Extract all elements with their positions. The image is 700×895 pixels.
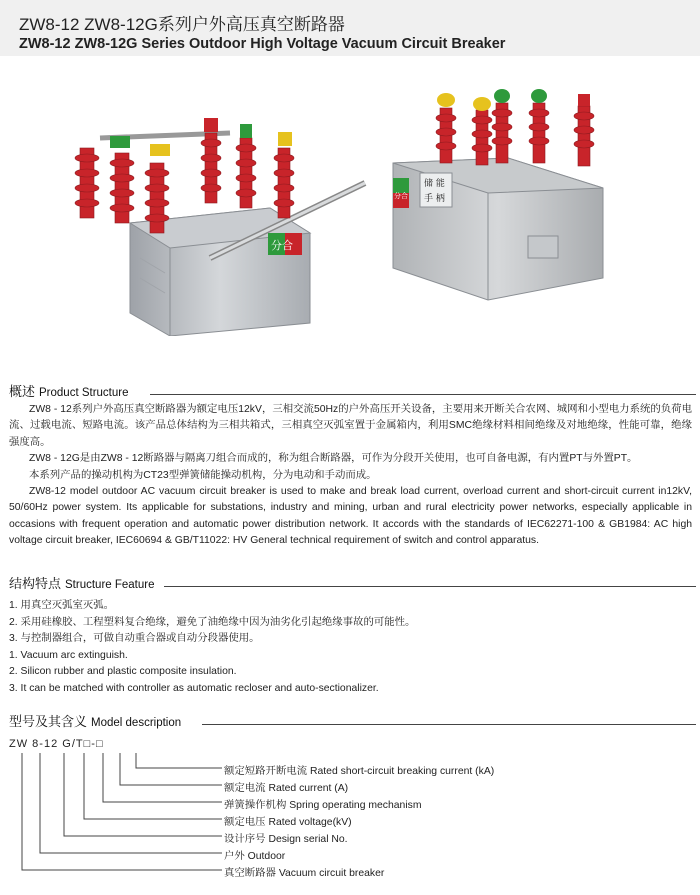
energy-storage-label-2: 手 柄 — [424, 194, 445, 204]
heading-cn: 概述 — [9, 384, 36, 399]
code-dash: - — [91, 738, 96, 750]
desc-rated-current: 额定电流 Rated current (A) — [224, 783, 349, 794]
list-item: 1. 用真空灭弧室灭弧。 — [9, 600, 115, 611]
code-part-t: T — [75, 738, 84, 750]
heading-en: Structure Feature — [65, 579, 155, 591]
heading-cn: 型号及其含义 — [9, 714, 88, 729]
desc-outdoor: 户外 Outdoor — [224, 851, 286, 862]
list-item: 2. Silicon rubber and plastic composite insulation. — [9, 666, 237, 677]
desc-vacuum-breaker: 真空断路器 Vacuum circuit breaker — [224, 868, 385, 879]
code-part-g: G — [62, 738, 72, 750]
right-open-close-label: 分合 — [394, 192, 408, 200]
list-item: 3. 与控制器组合，可做自动重合器或自动分段器使用。 — [9, 633, 260, 644]
code-dash: - — [39, 738, 44, 750]
desc-rated-voltage: 额定电压 Rated voltage(kV) — [224, 817, 352, 828]
list-item: 1. Vacuum arc extinguish. — [9, 649, 128, 661]
code-box-current: □ — [83, 738, 92, 750]
heading-cn: 结构特点 — [9, 576, 62, 591]
desc-design-serial: 设计序号 Design serial No. — [224, 834, 348, 845]
list-item: 3. It can be matched with controller as automatic recloser and auto-sectionalizer. — [9, 682, 379, 694]
code-slash: / — [71, 738, 76, 750]
code-box-breaking: □ — [95, 738, 104, 750]
page-title-en: ZW8-12 ZW8-12G Series Outdoor High Voltage Vacuum Circuit Breaker — [19, 36, 506, 52]
desc-spring-mechanism: 弹簧操作机构 Spring operating mechanism — [224, 800, 422, 811]
code-part-zw: ZW — [9, 738, 29, 750]
paragraph: ZW8 - 12系列户外高压真空断路器为额定电压12kV，三相交流50Hz的户外高压开关设备，主要用来开断关合农网、城网和小型电力系统的负荷电流、过载电流、短路电流。该产品总体结构为三相共箱式，三相真空灭弧室置于金属箱内，利用SMC绝缘材料相间绝缘及对地绝缘，性能可靠，绝缘强度高。 — [9, 404, 692, 448]
code-part-8: 8 — [32, 738, 40, 750]
paragraph: 本系列产品的操动机构为CT23型弹簧储能操动机构，分为电动和手动而成。 — [29, 469, 377, 481]
heading-en: Model description — [91, 717, 182, 729]
page-title-cn: ZW8-12 ZW8-12G系列户外高压真空断路器 — [19, 15, 345, 34]
energy-storage-label-1: 储 能 — [424, 179, 445, 189]
list-item: 2. 采用硅橡胶、工程塑料复合绝缘，避免了油绝缘中因为油劣化引起绝缘事故的可能性。 — [9, 616, 416, 628]
code-part-12: 12 — [43, 738, 59, 750]
paragraph: ZW8 - 12G是由ZW8 - 12断路器与隔离刀组合而成的，称为组合断路器，可作为分段开关使用，也可自备电源，有内置PT与外置PT。 — [29, 453, 638, 465]
open-close-label: 分合 — [271, 239, 293, 252]
desc-breaking-current: 额定短路开断电流 Rated short-circuit breaking current (kA) — [224, 766, 495, 777]
heading-en: Product Structure — [39, 387, 129, 399]
paragraph: ZW8-12 model outdoor AC vacuum circuit breaker is used to make and break load current, overload current and short-circuit current in12kV, 50/60Hz power system. Its applicable for substations, industry and mining, urban and rural electricity power networks, especially applicable in occasions with frequent operation and automatic power distribution network. It accords with the standards of IEC62271-100 & GB1984: AC high voltage circuit breaker, IEC60694 & GB/T11022: HV General technical requirement of switch and control apparatus. — [9, 486, 692, 547]
